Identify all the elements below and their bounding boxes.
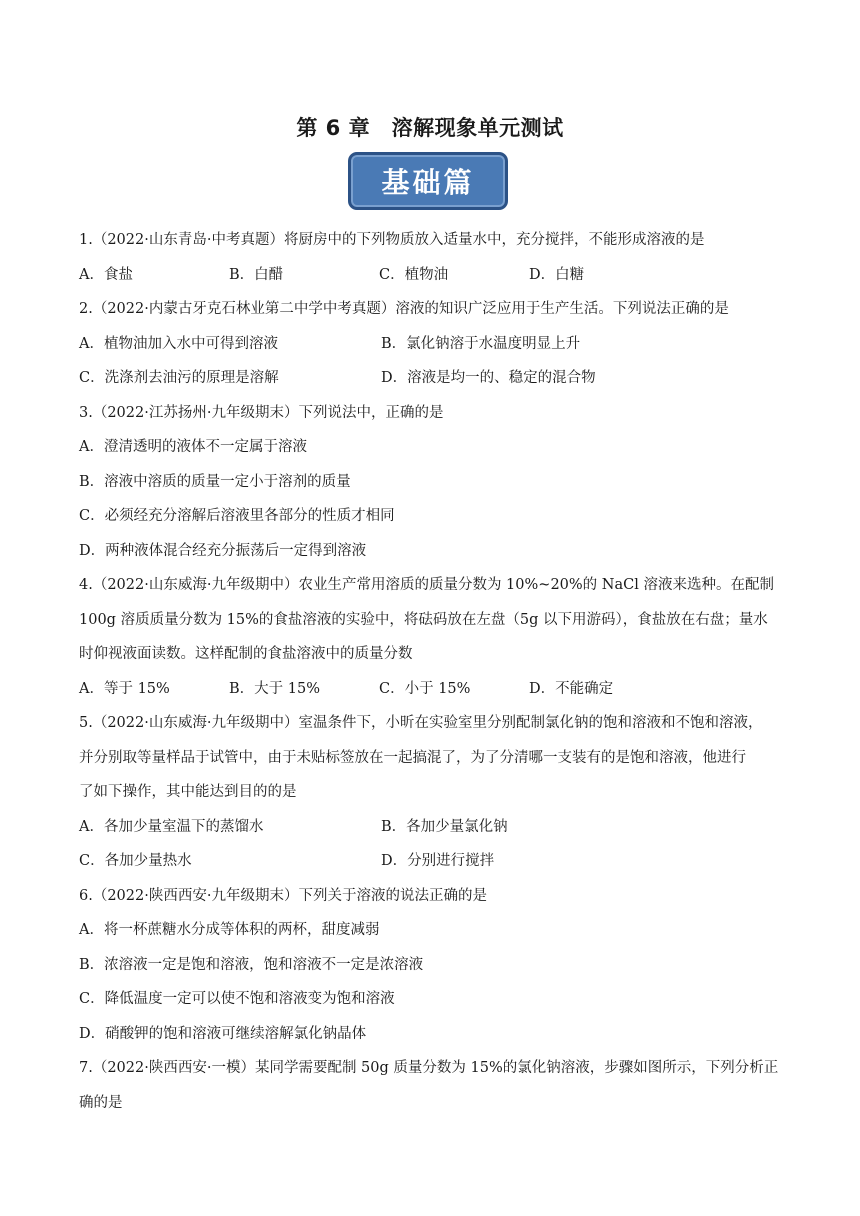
question-5-stem-line-3: 了如下操作，其中能达到目的的是: [79, 784, 297, 800]
question-3-option-a: A．澄清透明的液体不一定属于溶液: [79, 439, 307, 455]
question-2-option-d: D．溶液是均一的、稳定的混合物: [381, 370, 596, 386]
question-5-option-a: A．各加少量室温下的蒸馏水: [79, 818, 264, 835]
question-3-option-d: D．两种液体混合经充分振荡后一定得到溶液: [79, 542, 367, 559]
section-badge: [348, 152, 508, 210]
question-5-option-d: D．分别进行搅拌: [381, 853, 495, 869]
question-1-option-c: C．植物油: [379, 266, 449, 283]
question-4-stem-line-2: 100g 溶质质量分数为 15%的食盐溶液的实验中，将砝码放在左盘（5g 以下用游码），食盐放在右盘；量水: [79, 611, 768, 628]
question-5-stem-line-2: 并分别取等量样品于试管中，由于未贴标签放在一起搞混了，为了分清哪一支装有的是饱和溶液，他进行: [79, 749, 746, 766]
question-1-stem: 1.（2022·山东青岛·中考真题）将厨房中的下列物质放入适量水中，充分搅拌，不能形成溶液的是: [79, 232, 705, 248]
question-2-option-c: C．洗涤剂去油污的原理是溶解: [79, 370, 279, 386]
question-7-stem-line-1: 7.（2022·陕西西安·一模）某同学需要配制 50g 质量分数为 15%的氯化钠溶液，步骤如图所示，下列分析正: [79, 1060, 779, 1076]
question-6-option-b: B．浓溶液一定是饱和溶液，饱和溶液不一定是浓溶液: [79, 956, 424, 973]
question-6-option-a: A．将一杯蔗糖水分成等体积的两杯，甜度减弱: [79, 922, 380, 938]
question-1-option-a: A．食盐: [79, 266, 133, 283]
question-list: [79, 223, 785, 1120]
question-6-option-d: D．硝酸钾的饱和溶液可继续溶解氯化钠晶体: [79, 1025, 367, 1042]
section-badge-label: 基础篇: [381, 166, 475, 199]
question-4-stem-line-3: 时仰视液面读数。这样配制的食盐溶液中的质量分数: [79, 646, 413, 662]
question-7-stem-line-2: 确的是: [79, 1094, 123, 1111]
question-4-options: [79, 672, 785, 707]
question-6-option-c: C．降低温度一定可以使不饱和溶液变为饱和溶液: [79, 991, 395, 1007]
question-2-option-a: A．植物油加入水中可得到溶液: [79, 335, 278, 352]
question-5-option-c: C．各加少量热水: [79, 853, 192, 869]
question-2-option-b: B．氯化钠溶于水温度明显上升: [381, 335, 581, 352]
question-3-option-b: B．溶液中溶质的质量一定小于溶剂的质量: [79, 473, 351, 490]
question-5-option-b: B．各加少量氯化钠: [381, 818, 508, 835]
question-6-stem: 6.（2022·陕西西安·九年级期末）下列关于溶液的说法正确的是: [79, 887, 487, 904]
question-1-option-d: D．白糖: [529, 266, 585, 283]
question-3-stem: 3.（2022·江苏扬州·九年级期末）下列说法中，正确的是: [79, 404, 444, 421]
question-1-options: [79, 258, 785, 293]
question-4-option-d: D．不能确定: [529, 680, 614, 697]
question-4-option-b: B．大于 15%: [229, 680, 320, 697]
question-4-option-a: A．等于 15%: [79, 680, 170, 697]
question-4-stem-line-1: 4.（2022·山东威海·九年级期中）农业生产常用溶质的质量分数为 10%~20%的 NaCl 溶液来选种。在配制: [79, 577, 774, 593]
question-1-option-b: B．白醋: [229, 266, 284, 283]
question-2-options-row-1: [79, 327, 785, 362]
question-4-option-c: C．小于 15%: [379, 680, 471, 697]
question-3-option-c: C．必须经充分溶解后溶液里各部分的性质才相同: [79, 508, 395, 524]
question-5-stem-line-1: 5.（2022·山东威海·九年级期中）室温条件下，小昕在实验室里分别配制氯化钠的饱和溶液和不饱和溶液，: [79, 715, 763, 731]
question-5-options-row-2: [79, 844, 785, 879]
page-title: 第 6 章 溶解现象单元测试: [296, 116, 564, 140]
question-5-options-row-1: [79, 810, 785, 845]
question-2-options-row-2: [79, 361, 785, 396]
question-2-stem: 2.（2022·内蒙古牙克石林业第二中学中考真题）溶液的知识广泛应用于生产生活。下列说法正确的是: [79, 301, 729, 317]
